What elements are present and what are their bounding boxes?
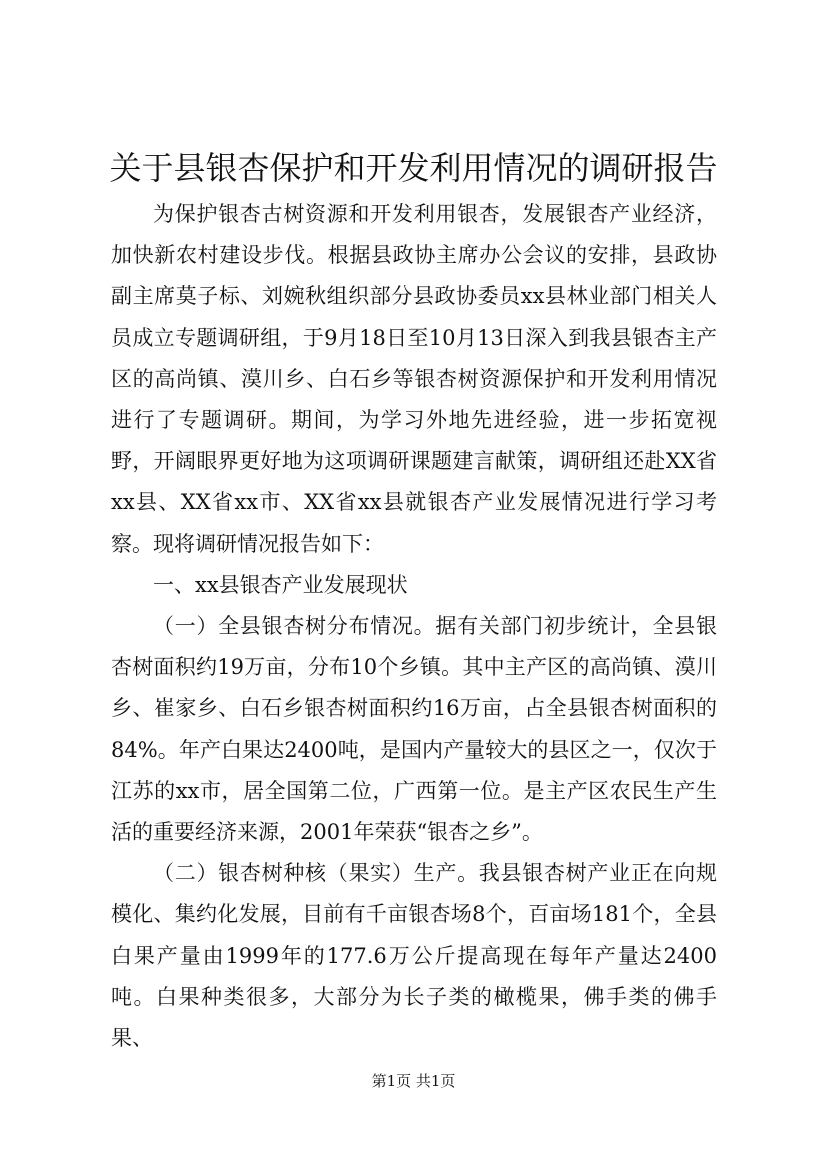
document-title: 关于县银杏保护和开发利用情况的调研报告 xyxy=(109,149,718,187)
subsection-2-paragraph: （二）银杏树种核（果实）生产。我县银杏树产业正在向规模化、集约化发展，目前有千亩银杏场8个，百亩场181个，全县白果产量由1999年的177.6万公斤提高现在每年产量达2400吨。白果种类很多，大部分为长子类的橄榄果，佛手类的佛手果、 xyxy=(111,861,717,1051)
subsection-1-paragraph: （一）全县银杏树分布情况。据有关部门初步统计，全县银杏树面积约19万亩，分布10个乡镇。其中主产区的高尚镇、漠川乡、崔家乡、白石乡银杏树面积约16万亩，占全县银杏树面积的84%。年产白果达2400吨，是国内产量较大的县区之一，仅次于江苏的xx市，居全国第二位，广西第一位。是主产区农民生产生活的重要经济来源，2001年荣获“银杏之乡”。 xyxy=(111,614,717,845)
page-footer: 第1页 共1页 xyxy=(371,1072,456,1090)
intro-paragraph: 为保护银杏古树资源和开发利用银杏，发展银杏产业经济，加快新农村建设步伐。根据县政协主席办公会议的安排，县政协副主席莫子标、刘婉秋组织部分县政协委员xx县林业部门相关人员成立专题调研组，于9月18日至10月13日深入到我县银杏主产区的高尚镇、漠川乡、白石乡等银杏树资源保护和开发利用情况进行了专题调研。期间，为学习外地先进经验，进一步拓宽视野，开阔眼界更好地为这项调研课题建言献策，调研组还赴XX省xx县、XX省xx市、XX省xx县就银杏产业发展情况进行学习考察。现将调研情况报告如下： xyxy=(111,202,717,556)
section-heading: 一、xx县银杏产业发展现状 xyxy=(153,572,408,597)
document-body xyxy=(111,194,717,1059)
